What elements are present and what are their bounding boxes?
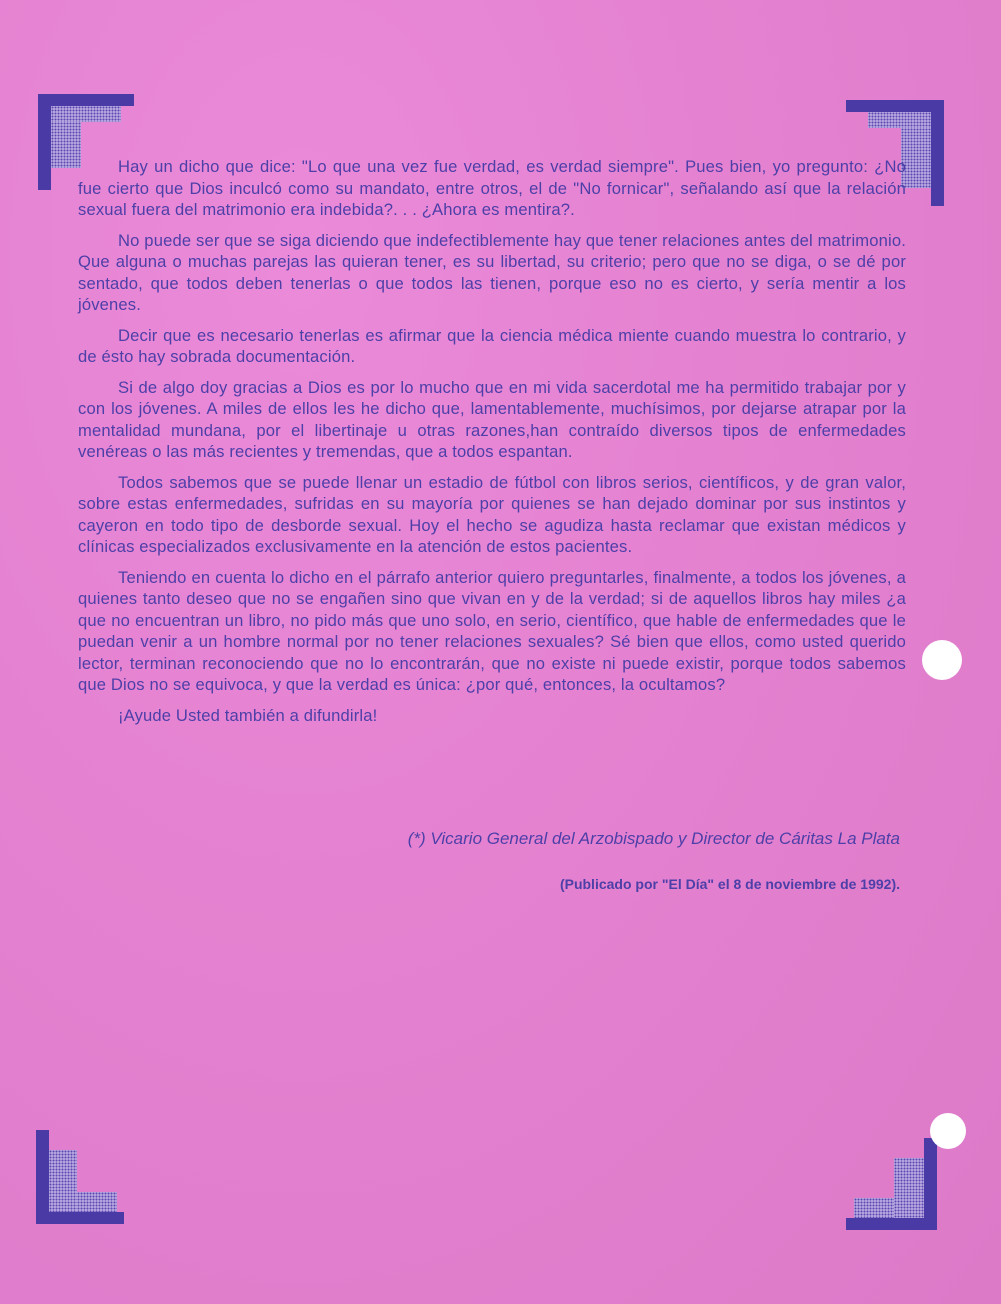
binder-hole-lower <box>930 1113 966 1149</box>
paragraph-4: Si de algo doy gracias a Dios es por lo mucho que en mi vida sacerdotal me ha permitido trabajar por y con los jóvenes. A miles de ellos les he dicho que, lamentablemente, muchísimos, por dejarse atrapar por la mentalidad mundana, por el libertinaje u otras razones,han contraído diversos tipos de enfermedades venéreas o las más recientes y tremendas, que a todos espantan. <box>78 377 906 461</box>
corner-ornament-bottom-right <box>846 1138 946 1238</box>
paragraph-2: No puede ser que se siga diciendo que indefectiblemente hay que tener relaciones antes del matrimonio. Que alguna o muchas parejas las quieran tener, es su libertad, su criterio; pero que no se diga, o se dé por sentado, que todos deben tenerlas o que todos las tienen, porque eso no es cierto, y sería mentir a los jóvenes. <box>78 230 906 314</box>
corner-ornament-bottom-left <box>36 1130 136 1230</box>
paragraph-6: Teniendo en cuenta lo dicho en el párrafo anterior quiero preguntarles, finalmente, a todos los jóvenes, a quienes tanto deseo que no se engañen sino que vivan en y de la verdad; si de aquellos libros hay miles ¿a que no encuentran un libro, no pido más que uno solo, en serio, científico, que hable de enfermedades que le puedan venir a un hombre normal por no tener relaciones sexuales? Sé bien que ellos, como usted querido lector, terminan reconociendo que no lo encontrarán, que no existe ni puede existir, porque todos sabemos que Dios no se equivoca, y que la verdad es única: ¿por qué, entonces, la ocultamos? <box>78 567 906 694</box>
paragraph-7: ¡Ayude Usted también a difundirla! <box>118 705 378 725</box>
author-signature: (*) Vicario General del Arzobispado y Director de Cáritas La Plata <box>407 829 900 848</box>
binder-hole-upper <box>922 640 962 680</box>
paragraph-1: Hay un dicho que dice: "Lo que una vez fue verdad, es verdad siempre". Pues bien, yo pregunto: ¿No fue cierto que Dios inculcó como su mandato, entre otros, el de "No fornicar", señalando así que la relación sexual fuera del matrimonio era indebida?. . . ¿Ahora es mentira?. <box>78 157 906 219</box>
publication-note: (Publicado por "El Día" el 8 de noviembre de 1992). <box>559 876 900 892</box>
paragraph-3: Decir que es necesario tenerlas es afirmar que la ciencia médica miente cuando muestra lo contrario, y de ésto hay sobrada documentación. <box>78 325 906 366</box>
article-body <box>78 156 906 735</box>
paragraph-5: Todos sabemos que se puede llenar un estadio de fútbol con libros serios, científicos, y de gran valor, sobre estas enfermedades, sufridas en su mayoría por quienes se han dejado dominar por sus instintos y cayeron en todo tipo de desborde sexual. Hoy el hecho se agudiza hasta reclamar que existan médicos y clínicas especializados exclusivamente en la atención de estos pacientes. <box>78 472 906 556</box>
